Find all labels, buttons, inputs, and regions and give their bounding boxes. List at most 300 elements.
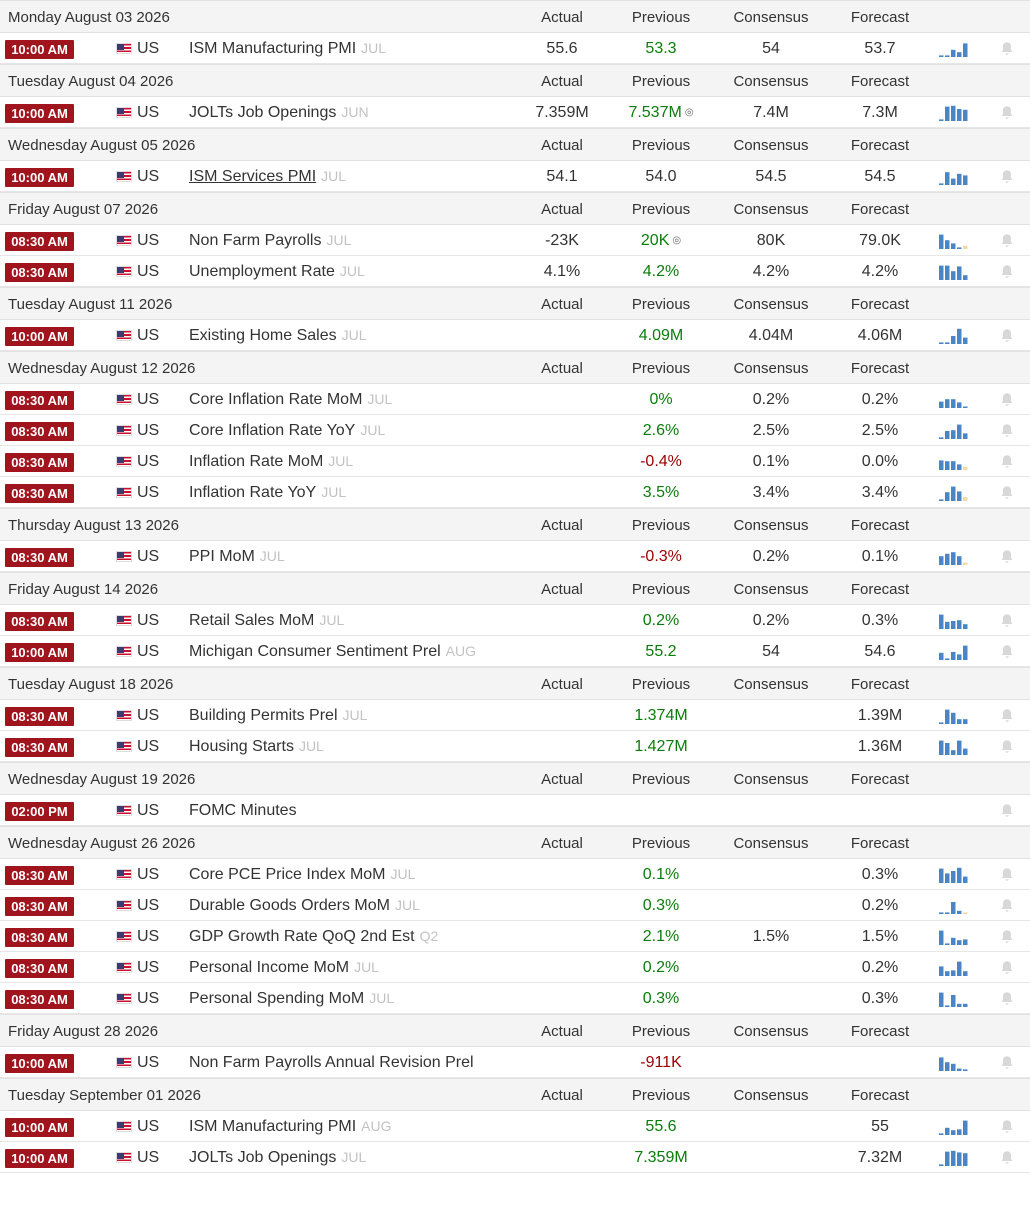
date-label: Tuesday August 11 2026	[8, 296, 173, 313]
bell-icon[interactable]	[1000, 105, 1014, 120]
event-time-badge: 08:30 AM	[5, 453, 74, 472]
date-label: Wednesday August 19 2026	[8, 771, 196, 788]
sparkline-bar	[963, 110, 968, 121]
bell-icon[interactable]	[1000, 549, 1014, 564]
event-title	[189, 484, 346, 502]
country-code: US	[137, 422, 160, 439]
previous-value-cell	[606, 232, 716, 250]
forecast-value: 79.0K	[859, 232, 901, 249]
event-reference-period: JUL	[354, 959, 379, 975]
bell-icon[interactable]	[1000, 423, 1014, 438]
bell-icon[interactable]	[1000, 454, 1014, 469]
bell-icon[interactable]	[1000, 960, 1014, 975]
event-title	[189, 1149, 366, 1167]
country-code: US	[137, 897, 160, 914]
column-header-forecast: Forecast	[850, 137, 910, 154]
event-name-link[interactable]: PPI MoM	[189, 548, 255, 565]
event-time-badge: 10:00 AM	[5, 1054, 74, 1073]
previous-value: 55.2	[645, 643, 677, 660]
us-flag-icon	[116, 425, 132, 436]
event-row[interactable]	[0, 1047, 1030, 1078]
sparkline-bar	[945, 1152, 950, 1166]
sparkline-bar	[957, 741, 962, 755]
bell-icon[interactable]	[1000, 803, 1014, 818]
date-header-row	[0, 762, 1030, 795]
event-name-link[interactable]: Existing Home Sales	[189, 327, 337, 344]
previous-value-cell	[606, 643, 716, 661]
event-title	[189, 1118, 392, 1136]
us-flag-icon	[116, 646, 132, 657]
forecast-value: 0.3%	[861, 866, 899, 883]
us-flag-icon	[116, 993, 132, 1004]
event-name-link[interactable]: Housing Starts	[189, 738, 294, 755]
event-title	[189, 612, 344, 630]
us-flag-icon	[116, 710, 132, 721]
event-reference-period: JUL	[342, 707, 368, 723]
event-title	[189, 263, 365, 281]
column-header-actual: Actual	[541, 835, 583, 852]
sparkline-bar	[945, 431, 950, 439]
sparkline-chart-icon[interactable]	[939, 263, 969, 280]
event-name-link[interactable]: GDP Growth Rate QoQ 2nd Est	[189, 928, 415, 945]
sparkline-bar	[945, 240, 950, 249]
sparkline-bar	[957, 464, 962, 470]
day-group	[0, 572, 1030, 667]
bell-icon[interactable]	[1000, 328, 1014, 343]
event-reference-period: JUL	[390, 866, 416, 882]
previous-value-cell	[606, 391, 716, 409]
event-time-badge: 08:30 AM	[5, 484, 74, 503]
column-header-consensus: Consensus	[733, 1023, 809, 1040]
previous-value-cell	[606, 1149, 716, 1167]
event-name-link[interactable]: FOMC Minutes	[189, 802, 297, 819]
sparkline-bar	[945, 461, 950, 470]
sparkline-bar	[951, 271, 956, 280]
event-name-link[interactable]: JOLTs Job Openings	[189, 1149, 337, 1166]
day-group	[0, 128, 1030, 192]
sparkline-bar	[957, 247, 962, 249]
consensus-value: 0.2%	[752, 548, 790, 565]
event-title	[189, 959, 379, 977]
event-title	[189, 866, 415, 884]
sparkline-bar	[957, 940, 962, 945]
date-header-row	[0, 1078, 1030, 1111]
column-header-actual: Actual	[541, 360, 583, 377]
date-label: Tuesday August 04 2026	[8, 73, 174, 90]
event-row[interactable]	[0, 477, 1030, 508]
us-flag-icon	[116, 741, 132, 752]
date-header-row	[0, 351, 1030, 384]
country-code: US	[137, 263, 160, 280]
event-name-link[interactable]: Retail Sales MoM	[189, 612, 315, 629]
bell-icon[interactable]	[1000, 1119, 1014, 1134]
previous-value: 1.427M	[634, 738, 688, 755]
event-time-badge: 08:30 AM	[5, 897, 74, 916]
event-name-link[interactable]: Unemployment Rate	[189, 263, 335, 280]
event-time-badge: 08:30 AM	[5, 990, 74, 1009]
revised-icon: ◎	[672, 235, 682, 247]
consensus-value: 54	[762, 643, 780, 660]
sparkline-chart-icon[interactable]	[939, 738, 969, 755]
us-flag-icon	[116, 487, 132, 498]
event-reference-period: JUL	[369, 990, 395, 1006]
sparkline-bar	[963, 467, 968, 470]
bell-icon[interactable]	[1000, 644, 1014, 659]
forecast-value: 1.36M	[857, 738, 903, 755]
event-row[interactable]	[0, 952, 1030, 983]
previous-value-cell	[606, 897, 716, 915]
forecast-value: 3.4%	[861, 484, 899, 501]
event-row[interactable]	[0, 1142, 1030, 1173]
sparkline-bar	[963, 877, 968, 883]
column-header-consensus: Consensus	[733, 1087, 809, 1104]
bell-icon[interactable]	[1000, 867, 1014, 882]
event-title	[189, 232, 351, 250]
event-reference-period: JUL	[319, 612, 345, 628]
sparkline-bar	[939, 1133, 944, 1135]
sparkline-bar	[951, 970, 956, 976]
column-header-forecast: Forecast	[850, 581, 910, 598]
sparkline-chart-icon[interactable]	[939, 897, 969, 914]
day-group	[0, 0, 1030, 64]
bell-icon[interactable]	[1000, 991, 1014, 1006]
previous-value-cell	[606, 168, 716, 186]
event-row[interactable]	[0, 890, 1030, 921]
event-name-link[interactable]: Core PCE Price Index MoM	[189, 866, 386, 883]
sparkline-bar	[939, 499, 944, 501]
event-reference-period: JUN	[341, 104, 369, 120]
event-name-link[interactable]: Personal Spending MoM	[189, 990, 365, 1007]
sparkline-bar	[945, 554, 950, 565]
actual-value: 7.359M	[535, 104, 589, 121]
forecast-value: 0.2%	[861, 391, 899, 408]
sparkline-chart-icon[interactable]	[939, 232, 969, 249]
us-flag-icon	[116, 266, 132, 277]
date-label: Wednesday August 05 2026	[8, 137, 196, 154]
sparkline-bar	[963, 246, 968, 249]
sparkline-bar	[951, 552, 956, 565]
day-group	[0, 762, 1030, 826]
event-reference-period: JUL	[259, 548, 285, 564]
event-name-link[interactable]: ISM Services PMI	[189, 168, 317, 185]
event-row[interactable]	[0, 161, 1030, 192]
consensus-value: 4.2%	[752, 263, 790, 280]
event-row[interactable]	[0, 446, 1030, 477]
consensus-value: 4.04M	[748, 327, 794, 344]
country-code: US	[137, 990, 160, 1007]
day-group	[0, 1014, 1030, 1078]
event-name-link[interactable]: Non Farm Payrolls	[189, 232, 322, 249]
event-title	[189, 453, 353, 471]
country-code: US	[137, 1054, 160, 1071]
sparkline-chart-icon[interactable]	[939, 422, 969, 439]
column-header-actual: Actual	[541, 771, 583, 788]
event-row[interactable]	[0, 731, 1030, 762]
event-title	[189, 104, 369, 122]
column-header-consensus: Consensus	[733, 73, 809, 90]
us-flag-icon	[116, 900, 132, 911]
sparkline-chart-icon[interactable]	[939, 1149, 969, 1166]
sparkline-bar	[963, 407, 968, 409]
sparkline-bar	[963, 624, 968, 629]
country-code: US	[137, 453, 160, 470]
sparkline-bar	[963, 1069, 968, 1071]
event-name-link[interactable]: Non Farm Payrolls Annual Revision Prel	[189, 1054, 474, 1071]
sparkline-chart-icon[interactable]	[939, 168, 969, 185]
event-title	[189, 707, 367, 725]
event-row[interactable]	[0, 415, 1030, 446]
sparkline-chart-icon[interactable]	[939, 866, 969, 883]
date-header-row	[0, 508, 1030, 541]
sparkline-bar	[945, 971, 950, 976]
actual-value: 55.6	[546, 40, 578, 57]
event-row[interactable]	[0, 859, 1030, 890]
bell-icon[interactable]	[1000, 169, 1014, 184]
sparkline-chart-icon[interactable]	[939, 959, 969, 976]
event-row[interactable]	[0, 320, 1030, 351]
sparkline-bar	[957, 174, 962, 185]
us-flag-icon	[116, 456, 132, 467]
country-code: US	[137, 104, 160, 121]
sparkline-bar	[951, 995, 956, 1007]
event-row[interactable]	[0, 33, 1030, 64]
sparkline-chart-icon[interactable]	[939, 990, 969, 1007]
previous-value-cell	[606, 612, 716, 630]
forecast-value: 1.5%	[861, 928, 899, 945]
date-header-row	[0, 192, 1030, 225]
sparkline-chart-icon[interactable]	[939, 1054, 969, 1071]
sparkline-bar	[963, 497, 968, 501]
sparkline-chart-icon[interactable]	[939, 104, 969, 121]
column-header-consensus: Consensus	[733, 835, 809, 852]
country-code: US	[137, 327, 160, 344]
bell-icon[interactable]	[1000, 739, 1014, 754]
sparkline-chart-icon[interactable]	[939, 40, 969, 57]
bell-icon[interactable]	[1000, 233, 1014, 248]
sparkline-chart-icon[interactable]	[939, 327, 969, 344]
event-row[interactable]	[0, 97, 1030, 128]
bell-icon[interactable]	[1000, 485, 1014, 500]
sparkline-chart-icon[interactable]	[939, 453, 969, 470]
event-title	[189, 40, 386, 58]
forecast-value: 55	[871, 1118, 889, 1135]
event-reference-period: JUL	[326, 232, 352, 248]
bell-icon[interactable]	[1000, 1055, 1014, 1070]
bell-icon[interactable]	[1000, 264, 1014, 279]
event-row[interactable]	[0, 983, 1030, 1014]
event-row[interactable]	[0, 636, 1030, 667]
sparkline-bar	[957, 329, 962, 344]
sparkline-bar	[939, 235, 944, 249]
event-name-link[interactable]: ISM Manufacturing PMI	[189, 1118, 357, 1135]
us-flag-icon	[116, 1057, 132, 1068]
event-name-link[interactable]: Inflation Rate MoM	[189, 453, 324, 470]
event-title	[189, 327, 367, 345]
sparkline-chart-icon[interactable]	[939, 1118, 969, 1135]
column-header-forecast: Forecast	[850, 517, 910, 534]
previous-value: 0.3%	[642, 990, 680, 1007]
column-header-previous: Previous	[631, 201, 691, 218]
event-title	[189, 422, 385, 440]
us-flag-icon	[116, 551, 132, 562]
bell-icon[interactable]	[1000, 41, 1014, 56]
bell-icon[interactable]	[1000, 708, 1014, 723]
sparkline-chart-icon[interactable]	[939, 707, 969, 724]
us-flag-icon	[116, 1121, 132, 1132]
event-reference-period: JUL	[341, 1149, 367, 1165]
previous-value: 54.0	[645, 168, 677, 185]
column-header-actual: Actual	[541, 676, 583, 693]
event-row[interactable]	[0, 384, 1030, 415]
column-header-forecast: Forecast	[850, 1023, 910, 1040]
previous-value-cell	[606, 327, 716, 345]
event-row[interactable]	[0, 541, 1030, 572]
event-name-link[interactable]: Core Inflation Rate MoM	[189, 391, 363, 408]
previous-value-cell	[606, 738, 716, 756]
sparkline-bar	[951, 179, 956, 185]
event-reference-period: JUL	[360, 422, 386, 438]
event-reference-period: JUL	[367, 391, 393, 407]
event-row[interactable]	[0, 1111, 1030, 1142]
previous-value: 0.3%	[642, 897, 680, 914]
event-name-link[interactable]: Durable Goods Orders MoM	[189, 897, 390, 914]
event-title	[189, 548, 285, 566]
previous-value-cell	[606, 1054, 716, 1072]
forecast-value: 0.2%	[861, 959, 899, 976]
column-header-consensus: Consensus	[733, 676, 809, 693]
country-code: US	[137, 707, 160, 724]
bell-icon[interactable]	[1000, 613, 1014, 628]
previous-value: 7.359M	[634, 1149, 688, 1166]
country-code: US	[137, 802, 160, 819]
sparkline-bar	[957, 425, 962, 439]
sparkline-bar	[957, 1129, 962, 1135]
sparkline-bar	[957, 266, 962, 280]
sparkline-chart-icon[interactable]	[939, 484, 969, 501]
previous-value-cell	[606, 263, 716, 281]
previous-value-cell	[606, 453, 716, 471]
column-header-previous: Previous	[631, 517, 691, 534]
us-flag-icon	[116, 171, 132, 182]
column-header-previous: Previous	[631, 581, 691, 598]
event-time-badge: 08:30 AM	[5, 548, 74, 567]
previous-value-cell	[606, 959, 716, 977]
date-label: Wednesday August 26 2026	[8, 835, 196, 852]
sparkline-bar	[963, 175, 968, 185]
bell-icon[interactable]	[1000, 898, 1014, 913]
previous-value: 55.6	[645, 1118, 677, 1135]
sparkline-chart-icon[interactable]	[939, 928, 969, 945]
sparkline-bar	[957, 654, 962, 660]
column-header-forecast: Forecast	[850, 835, 910, 852]
sparkline-chart-icon[interactable]	[939, 391, 969, 408]
country-code: US	[137, 391, 160, 408]
sparkline-bar	[957, 1004, 962, 1007]
country-code: US	[137, 928, 160, 945]
us-flag-icon	[116, 869, 132, 880]
event-name-link[interactable]: Inflation Rate YoY	[189, 484, 317, 501]
forecast-value: 0.3%	[861, 612, 899, 629]
sparkline-bar	[951, 50, 956, 57]
column-header-actual: Actual	[541, 73, 583, 90]
event-time-badge: 08:30 AM	[5, 707, 74, 726]
event-name-link[interactable]: ISM Manufacturing PMI	[189, 40, 357, 57]
event-row[interactable]	[0, 225, 1030, 256]
consensus-value: 0.2%	[752, 391, 790, 408]
event-time-badge: 08:30 AM	[5, 738, 74, 757]
event-row[interactable]	[0, 700, 1030, 731]
country-code: US	[137, 484, 160, 501]
sparkline-bar	[939, 653, 944, 660]
sparkline-chart-icon[interactable]	[939, 612, 969, 629]
sparkline-bar	[951, 461, 956, 470]
date-header-row	[0, 287, 1030, 320]
previous-value-cell	[606, 707, 716, 725]
bell-icon[interactable]	[1000, 392, 1014, 407]
actual-value: 54.1	[546, 168, 578, 185]
us-flag-icon	[116, 805, 132, 816]
us-flag-icon	[116, 615, 132, 626]
previous-value: -0.4%	[640, 453, 682, 470]
column-header-forecast: Forecast	[850, 676, 910, 693]
event-reference-period: JUL	[361, 40, 387, 56]
country-code: US	[137, 232, 160, 249]
column-header-consensus: Consensus	[733, 360, 809, 377]
sparkline-bar	[945, 622, 950, 629]
event-name-link[interactable]: Personal Income MoM	[189, 959, 350, 976]
sparkline-bar	[939, 556, 944, 565]
event-row[interactable]	[0, 256, 1030, 287]
column-header-consensus: Consensus	[733, 771, 809, 788]
forecast-value: 4.06M	[857, 327, 903, 344]
column-header-consensus: Consensus	[733, 296, 809, 313]
date-label: Friday August 07 2026	[8, 201, 159, 218]
column-header-actual: Actual	[541, 1023, 583, 1040]
day-group	[0, 1078, 1030, 1173]
column-header-forecast: Forecast	[850, 1087, 910, 1104]
column-header-actual: Actual	[541, 296, 583, 313]
bell-icon[interactable]	[1000, 929, 1014, 944]
country-code: US	[137, 612, 160, 629]
sparkline-bar	[951, 652, 956, 660]
date-label: Tuesday August 18 2026	[8, 676, 174, 693]
sparkline-chart-icon[interactable]	[939, 643, 969, 660]
column-header-previous: Previous	[631, 137, 691, 154]
event-row[interactable]	[0, 605, 1030, 636]
sparkline-bar	[963, 43, 968, 57]
sparkline-chart-icon[interactable]	[939, 548, 969, 565]
event-name-link[interactable]: Building Permits Prel	[189, 707, 338, 724]
previous-value: 0%	[649, 391, 673, 408]
event-name-link[interactable]: Core Inflation Rate YoY	[189, 422, 356, 439]
forecast-value: 54.6	[864, 643, 896, 660]
event-name-link[interactable]: JOLTs Job Openings	[189, 104, 337, 121]
event-reference-period: JUL	[341, 327, 367, 343]
event-name-link[interactable]: Michigan Consumer Sentiment Prel	[189, 643, 441, 660]
event-row[interactable]	[0, 921, 1030, 952]
consensus-value: 3.4%	[752, 484, 790, 501]
country-code: US	[137, 168, 160, 185]
previous-value-cell	[606, 866, 716, 884]
sparkline-bar	[957, 1152, 962, 1166]
event-row[interactable]	[0, 795, 1030, 826]
bell-icon[interactable]	[1000, 1150, 1014, 1165]
sparkline-bar	[963, 719, 968, 724]
date-header-row	[0, 0, 1030, 33]
previous-value-cell	[606, 40, 716, 58]
sparkline-bar	[945, 1005, 950, 1007]
event-reference-period: JUL	[328, 453, 354, 469]
